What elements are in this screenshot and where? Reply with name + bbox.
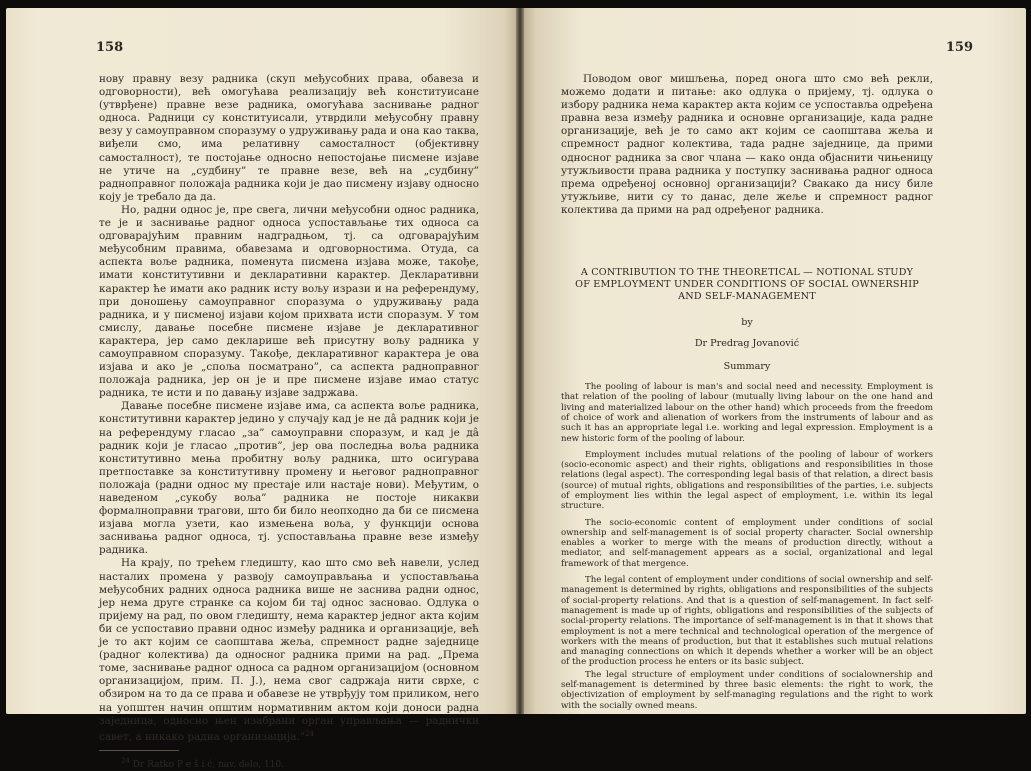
footnote xyxy=(121,756,479,771)
book-gutter xyxy=(516,8,524,714)
left-paragraph-2: Но, радни однос је, пре свега, лични међусобни однос радника, те је и заснивање радног односа успостављање тих односа са одговарајућим правним надградњом, тј. са одговарајућим међусобним правима, обавезама и одговорностима. Отуда, са аспекта воље радника, поменута писмена изјава може, такође, имати конститутивни и декларативни карактер. Декларативни карактер ће имати ако радник исту вољу изрази и на референдуму, при доношењу самоуправног споразума о удруживању рада радника, и у писменој изјави којом прихвата исти споразум. У том смислу, давање посебне писмене изјаве је декларативног карактера, јер само декларише већ присутну вољу радника у самоуправном споразуму. Такође, декларативног карактера је ова изјава и ако је „споља посматрано”, са аспекта радноправног положаја радника, јер он је и пре писмене изјаве имао статус радника, те исти и по давању изјаве задржава. xyxy=(99,203,479,400)
left-paragraph-3: Давање посебне писмене изјаве има, са аспекта воље радника, конститутивни карактер једино у случају кад је не дâ радник који је на референдуму гласао „за” самоуправни споразум, и кад је дâ радник који је гласао „против”, јер ова последња воља радника конститутивно мења пробитну вољу радника, што осигурава претпоставке за конститутивну промену и његовог радноправног положаја (радни однос му престаје или настаје нови). Међутим, о наведеном „сукобу воља” радника не постоје никакви формалноправни трагови, што би било неопходно да би се писмена изјава могла узети, као измењена воља, у функцији основа заснивања радног односа, тј. успостављања правне везе између радника. xyxy=(99,400,479,557)
right-page-number: 159 xyxy=(945,40,973,55)
summary-paragraph-4: The legal content of employment under conditions of social ownership and self-management is determined by rights, obligations and responsibilities of the subjects of social-property relations. And that is a question of self-management. In fact self-management is made up of rights, obligations and responsibilities of the subjects of social-property relations. The importance of self-management is in that it shows that employment is not a mere technical and technological operation of the mergence of workers with the means of production, but that it establishes such mutual relations and managing connections on which it depends whether a worker will be an object of the production process he enters or its basic subject. xyxy=(561,575,933,668)
footnote-text: Dr Ratko P e š i ć, nav. delo, 110. xyxy=(132,759,285,770)
summary-paragraph-1: The pooling of labour is man's and social need and necessity. Employment is that relation of the pooling of labour (mutually living labour on the one hand and living and materialized labour on the other hand) which proceeds from the freedom of choice of work and alienation of workers from the instruments of labour and as such it has an appropriate legal i.e. working and legal expression. Employment is a new historic form of the pooling of labour. xyxy=(561,382,933,444)
summary-paragraph-2: Employment includes mutual relations of the pooling of labour of workers (socio-economic aspect) and their rights, obligations and responsibilities in those relations (legal aspect). The corresponding legal basis of that relation, a direct basis (source) of mutual rights, obligations and responsibilities of the parties, i.e. subjects of employment lies within the legal aspect of employment, i.e. within its legal structure. xyxy=(561,449,933,512)
right-paragraph: Поводом овог мишљења, поред онога што смо већ рекли, можемо додати и питање: ако одлука о пријему, тј. одлука о избору радника нема карактер акта којим се успоставља одређена правна веза између радника и основне организације, када радне организације, већ је то само акт којим се саопштава жеља и спремност радног колектива, тада радне заједнице, да прими односног радника за свог члана — како онда објаснити чињеницу утужљивости права радника у поступку заснивања радног односа према одређеној основној организацији? Свакако да нису биле утужљиве, нити су то данас, деле жеље и спремност радног колектива да прими на рад одређеног радника. xyxy=(561,73,933,216)
footnote-mark: 24 xyxy=(121,756,130,765)
summary-paragraph-5: The legal structure of employment under conditions of socialownership and self-management is determined by three basic elements: the right to work, the objectivization of employment by self-managing regulations and the right to work with the socially owned means. xyxy=(561,669,933,711)
footnote-reference: 24 xyxy=(305,729,314,738)
footnote-divider xyxy=(99,750,179,751)
right-page-body xyxy=(561,73,933,711)
english-title-line-3: AND SELF-MANAGEMENT xyxy=(678,291,816,303)
left-page-body xyxy=(99,73,479,771)
spacer xyxy=(561,217,933,267)
by-line: by xyxy=(741,317,753,329)
left-page-number: 158 xyxy=(96,40,124,55)
summary-paragraph-3: The socio-economic content of employment under conditions of social ownership and self-management is of social property character. Social ownership enables a worker to merge with the means of production directly, without a mediator, and self-management appears as a social, organizational and legal framework of that mergence. xyxy=(561,517,933,569)
left-paragraph-1: нову правну везу радника (скуп међусобних права, обавеза и одговорности), већ омогућава реализацију већ конституисане (утврђене) правне везе радника, омогућава заснивање радног односа. Радници су конституисали, утврдили међусобну правну везу у самоуправном споразуму о удруживању рада и она као таква, виђели смо, има релативну самосталност (објективну самосталност), те постојање односно непостојање писмене изјаве не утиче на „судбину” те правне везе, већ на „судбину” радноправног положаја радника који је дао писмену изјаву односно коју је требало да да. xyxy=(99,73,479,203)
author-name: Dr Predrag Jovanović xyxy=(694,338,800,350)
summary-heading: Summary xyxy=(723,361,771,373)
english-title-line-2: OF EMPLOYMENT UNDER CONDITIONS OF SOCIAL OWNERSHIP xyxy=(575,279,919,291)
left-paragraph-4-text: На крају, по трећем гледишту, као што смо већ навели, услед насталих промена у развоју самоуправљања и успостављања међусобних радних односа радника више не заснива радни однос, јер нема друге странке са којом би тај однос засновао. Одлука о пријему на рад, по овом гледишту, нема карактер једног акта којим би се успоставио правни однос између радника и организације, већ је то акт којим се саопштава жеља, спремност радне заједнице (радног колектива) да односног радника прими на рад. „Према томе, заснивање радног односа са радном организацијом (основном организацијом, прим. П. Ј.), нема свог садржаја нити сврхе, с обзиром на то да се права и обавезе не утврђују том приликом, него на уопштен начин општим нормативним актом који доноси радна заједница, односно њен изабрани орган управљања — раднички савет, а никако радна организација.” xyxy=(99,557,479,743)
english-title-line-1: A CONTRIBUTION TO THE THEORETICAL — NOTIONAL STUDY xyxy=(580,267,914,279)
left-paragraph-4 xyxy=(99,557,479,743)
